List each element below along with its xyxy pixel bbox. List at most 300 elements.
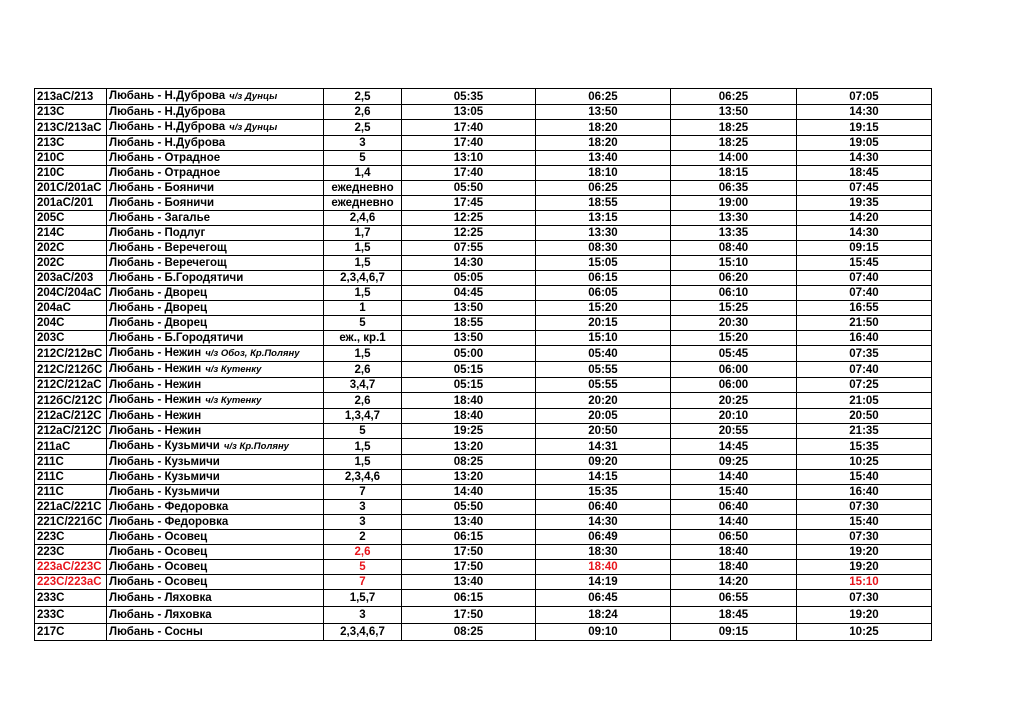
bus-schedule-table — [34, 88, 932, 641]
return-departure-time-cell: 20:10 — [671, 409, 797, 424]
days-cell: 2,5 — [324, 89, 402, 105]
direction-cell — [107, 424, 324, 439]
direction-text: Любань - Осовец — [109, 531, 208, 543]
via-note: ч/з Дунцы — [229, 91, 278, 102]
route-number-cell: 233С — [35, 590, 107, 607]
arrival-time-cell: 05:55 — [536, 362, 671, 378]
route-number-cell: 211С — [35, 470, 107, 485]
table-row — [35, 393, 932, 409]
arrival-time-cell: 18:55 — [536, 196, 671, 211]
days-cell: ежедневно — [324, 181, 402, 196]
direction-cell — [107, 331, 324, 346]
return-arrival-time-cell: 07:45 — [797, 181, 932, 196]
direction-text: Любань - Н.Дуброва — [109, 121, 226, 133]
table-row — [35, 590, 932, 607]
return-departure-time-cell: 19:00 — [671, 196, 797, 211]
direction-cell — [107, 211, 324, 226]
departure-time-cell: 17:40 — [402, 166, 536, 181]
departure-time-cell: 13:20 — [402, 439, 536, 455]
return-departure-time-cell: 06:20 — [671, 271, 797, 286]
departure-time-cell: 13:05 — [402, 105, 536, 120]
route-number-cell: 203аС/203 — [35, 271, 107, 286]
direction-cell — [107, 362, 324, 378]
direction-cell — [107, 166, 324, 181]
arrival-time-cell: 13:40 — [536, 151, 671, 166]
days-cell: 2,6 — [324, 393, 402, 409]
days-cell: 1,4 — [324, 166, 402, 181]
days-cell: 5 — [324, 560, 402, 575]
direction-text: Любань - Н.Дуброва — [109, 137, 226, 149]
arrival-time-cell: 15:10 — [536, 331, 671, 346]
return-departure-time-cell: 06:25 — [671, 89, 797, 105]
departure-time-cell: 05:50 — [402, 181, 536, 196]
return-arrival-time-cell: 07:25 — [797, 378, 932, 393]
return-arrival-time-cell: 19:35 — [797, 196, 932, 211]
table-row — [35, 166, 932, 181]
direction-text: Любань - Кузьмичи — [109, 456, 220, 468]
route-number-cell: 210С — [35, 151, 107, 166]
return-arrival-time-cell: 21:05 — [797, 393, 932, 409]
route-number-cell: 213аС/213 — [35, 89, 107, 105]
return-departure-time-cell: 15:40 — [671, 485, 797, 500]
return-arrival-time-cell: 10:25 — [797, 624, 932, 641]
days-cell: 3 — [324, 500, 402, 515]
days-cell: 1,5 — [324, 286, 402, 301]
return-arrival-time-cell: 14:30 — [797, 151, 932, 166]
departure-time-cell: 13:50 — [402, 301, 536, 316]
route-number-cell: 213С/213аС — [35, 120, 107, 136]
days-cell: 7 — [324, 485, 402, 500]
direction-cell — [107, 120, 324, 136]
via-note: ч/з Дунцы — [229, 122, 278, 133]
via-note: ч/з Кутенку — [205, 364, 262, 375]
days-cell: еж., кр.1 — [324, 331, 402, 346]
arrival-time-cell: 06:25 — [536, 89, 671, 105]
direction-cell — [107, 89, 324, 105]
return-arrival-time-cell: 07:30 — [797, 500, 932, 515]
departure-time-cell: 17:40 — [402, 136, 536, 151]
return-arrival-time-cell: 07:30 — [797, 530, 932, 545]
route-number-cell: 204С — [35, 316, 107, 331]
departure-time-cell: 05:35 — [402, 89, 536, 105]
direction-cell — [107, 136, 324, 151]
days-cell: 3,4,7 — [324, 378, 402, 393]
days-cell: 7 — [324, 575, 402, 590]
return-departure-time-cell: 06:55 — [671, 590, 797, 607]
return-departure-time-cell: 13:30 — [671, 211, 797, 226]
days-cell: 1,5 — [324, 241, 402, 256]
table-row — [35, 530, 932, 545]
direction-cell — [107, 409, 324, 424]
departure-time-cell: 17:40 — [402, 120, 536, 136]
direction-cell — [107, 575, 324, 590]
days-cell: 3 — [324, 515, 402, 530]
table-row — [35, 89, 932, 105]
direction-cell — [107, 485, 324, 500]
return-arrival-time-cell: 07:40 — [797, 362, 932, 378]
direction-text: Любань - Кузьмичи — [109, 440, 220, 452]
direction-text: Любань - Б.Городятичи — [109, 332, 244, 344]
arrival-time-cell: 14:30 — [536, 515, 671, 530]
table-row — [35, 136, 932, 151]
table-row — [35, 151, 932, 166]
arrival-time-cell: 14:19 — [536, 575, 671, 590]
days-cell: 1,3,4,7 — [324, 409, 402, 424]
direction-text: Любань - Веречегощ — [109, 257, 227, 269]
departure-time-cell: 05:15 — [402, 378, 536, 393]
route-number-cell: 211аС — [35, 439, 107, 455]
direction-cell — [107, 439, 324, 455]
arrival-time-cell: 13:30 — [536, 226, 671, 241]
departure-time-cell: 13:50 — [402, 331, 536, 346]
table-row — [35, 545, 932, 560]
direction-text: Любань - Веречегощ — [109, 242, 227, 254]
return-departure-time-cell: 15:20 — [671, 331, 797, 346]
return-arrival-time-cell: 19:20 — [797, 607, 932, 624]
arrival-time-cell: 06:15 — [536, 271, 671, 286]
direction-text: Любань - Сосны — [109, 626, 203, 638]
direction-cell — [107, 181, 324, 196]
route-number-cell: 223С — [35, 545, 107, 560]
direction-text: Любань - Кузьмичи — [109, 471, 220, 483]
route-number-cell: 204аС — [35, 301, 107, 316]
direction-text: Любань - Нежин — [109, 394, 202, 406]
days-cell: 1,5 — [324, 455, 402, 470]
days-cell: 2,3,4,6 — [324, 470, 402, 485]
arrival-time-cell: 09:20 — [536, 455, 671, 470]
route-number-cell: 203С — [35, 331, 107, 346]
return-arrival-time-cell: 09:15 — [797, 241, 932, 256]
table-row — [35, 196, 932, 211]
route-number-cell: 217С — [35, 624, 107, 641]
arrival-time-cell: 13:50 — [536, 105, 671, 120]
days-cell: 2,3,4,6,7 — [324, 271, 402, 286]
days-cell: 3 — [324, 607, 402, 624]
arrival-time-cell: 09:10 — [536, 624, 671, 641]
arrival-time-cell: 20:15 — [536, 316, 671, 331]
route-number-cell: 204С/204аС — [35, 286, 107, 301]
return-departure-time-cell: 20:30 — [671, 316, 797, 331]
direction-text: Любань - Осовец — [109, 561, 208, 573]
direction-cell — [107, 151, 324, 166]
return-departure-time-cell: 06:50 — [671, 530, 797, 545]
arrival-time-cell: 06:25 — [536, 181, 671, 196]
departure-time-cell: 12:25 — [402, 211, 536, 226]
table-row — [35, 515, 932, 530]
direction-text: Любань - Нежин — [109, 425, 202, 437]
direction-text: Любань - Бояничи — [109, 182, 215, 194]
return-arrival-time-cell: 07:40 — [797, 286, 932, 301]
return-arrival-time-cell: 07:30 — [797, 590, 932, 607]
departure-time-cell: 05:05 — [402, 271, 536, 286]
return-arrival-time-cell: 07:05 — [797, 89, 932, 105]
table-row — [35, 346, 932, 362]
return-arrival-time-cell: 15:35 — [797, 439, 932, 455]
return-arrival-time-cell: 20:50 — [797, 409, 932, 424]
direction-text: Любань - Федоровка — [109, 516, 229, 528]
table-row — [35, 271, 932, 286]
direction-text: Любань - Нежин — [109, 410, 202, 422]
table-row — [35, 362, 932, 378]
table-row — [35, 607, 932, 624]
direction-text: Любань - Осовец — [109, 546, 208, 558]
departure-time-cell: 17:45 — [402, 196, 536, 211]
route-number-cell: 213С — [35, 105, 107, 120]
return-arrival-time-cell: 07:40 — [797, 271, 932, 286]
departure-time-cell: 07:55 — [402, 241, 536, 256]
return-departure-time-cell: 18:40 — [671, 560, 797, 575]
table-row — [35, 409, 932, 424]
departure-time-cell: 14:30 — [402, 256, 536, 271]
route-number-cell: 223С/223аС — [35, 575, 107, 590]
departure-time-cell: 13:10 — [402, 151, 536, 166]
days-cell: 2,6 — [324, 545, 402, 560]
arrival-time-cell: 06:40 — [536, 500, 671, 515]
route-number-cell: 221аС/221С — [35, 500, 107, 515]
table-row — [35, 105, 932, 120]
direction-text: Любань - Нежин — [109, 363, 202, 375]
direction-cell — [107, 105, 324, 120]
direction-text: Любань - Дворец — [109, 317, 208, 329]
via-note: ч/з Обоз, Кр.Поляну — [205, 348, 300, 359]
departure-time-cell: 08:25 — [402, 455, 536, 470]
return-departure-time-cell: 15:25 — [671, 301, 797, 316]
return-arrival-time-cell: 15:40 — [797, 470, 932, 485]
route-number-cell: 221С/221бС — [35, 515, 107, 530]
arrival-time-cell: 08:30 — [536, 241, 671, 256]
table-row — [35, 575, 932, 590]
direction-text: Любань - Федоровка — [109, 501, 229, 513]
direction-cell — [107, 624, 324, 641]
departure-time-cell: 17:50 — [402, 560, 536, 575]
direction-cell — [107, 500, 324, 515]
departure-time-cell: 06:15 — [402, 530, 536, 545]
departure-time-cell: 13:40 — [402, 515, 536, 530]
table-row — [35, 256, 932, 271]
arrival-time-cell: 18:10 — [536, 166, 671, 181]
direction-text: Любань - Подлуг — [109, 227, 206, 239]
direction-cell — [107, 560, 324, 575]
direction-text: Любань - Н.Дуброва — [109, 106, 226, 118]
route-number-cell: 214С — [35, 226, 107, 241]
departure-time-cell: 17:50 — [402, 607, 536, 624]
table-row — [35, 485, 932, 500]
direction-text: Любань - Загалье — [109, 212, 211, 224]
direction-cell — [107, 455, 324, 470]
table-row — [35, 286, 932, 301]
direction-text: Любань - Кузьмичи — [109, 486, 220, 498]
departure-time-cell: 14:40 — [402, 485, 536, 500]
departure-time-cell: 13:40 — [402, 575, 536, 590]
table-row — [35, 120, 932, 136]
table-row — [35, 331, 932, 346]
return-departure-time-cell: 06:10 — [671, 286, 797, 301]
return-arrival-time-cell: 21:35 — [797, 424, 932, 439]
days-cell: ежедневно — [324, 196, 402, 211]
return-departure-time-cell: 13:35 — [671, 226, 797, 241]
arrival-time-cell: 20:20 — [536, 393, 671, 409]
return-departure-time-cell: 18:25 — [671, 120, 797, 136]
departure-time-cell: 18:40 — [402, 409, 536, 424]
return-arrival-time-cell: 10:25 — [797, 455, 932, 470]
direction-cell — [107, 393, 324, 409]
table-row — [35, 560, 932, 575]
arrival-time-cell: 20:50 — [536, 424, 671, 439]
table-row — [35, 439, 932, 455]
departure-time-cell: 17:50 — [402, 545, 536, 560]
direction-cell — [107, 301, 324, 316]
arrival-time-cell: 15:35 — [536, 485, 671, 500]
direction-text: Любань - Ляховка — [109, 592, 212, 604]
return-departure-time-cell: 18:40 — [671, 545, 797, 560]
arrival-time-cell: 18:24 — [536, 607, 671, 624]
days-cell: 1,5,7 — [324, 590, 402, 607]
arrival-time-cell: 06:45 — [536, 590, 671, 607]
direction-text: Любань - Отрадное — [109, 167, 221, 179]
schedule-rows — [35, 89, 932, 641]
direction-cell — [107, 515, 324, 530]
route-number-cell: 211С — [35, 455, 107, 470]
direction-cell — [107, 316, 324, 331]
route-number-cell: 205С — [35, 211, 107, 226]
return-arrival-time-cell: 16:40 — [797, 331, 932, 346]
return-departure-time-cell: 09:25 — [671, 455, 797, 470]
departure-time-cell: 06:15 — [402, 590, 536, 607]
route-number-cell: 212аС/212С — [35, 409, 107, 424]
days-cell: 3 — [324, 136, 402, 151]
arrival-time-cell: 13:15 — [536, 211, 671, 226]
direction-cell — [107, 470, 324, 485]
table-row — [35, 226, 932, 241]
table-row — [35, 424, 932, 439]
direction-text: Любань - Отрадное — [109, 152, 221, 164]
direction-cell — [107, 378, 324, 393]
return-arrival-time-cell: 15:10 — [797, 575, 932, 590]
arrival-time-cell: 14:31 — [536, 439, 671, 455]
route-number-cell: 202С — [35, 256, 107, 271]
days-cell: 2,3,4,6,7 — [324, 624, 402, 641]
return-arrival-time-cell: 14:20 — [797, 211, 932, 226]
direction-text: Любань - Н.Дуброва — [109, 90, 226, 102]
table-row — [35, 316, 932, 331]
route-number-cell: 201С/201аС — [35, 181, 107, 196]
direction-cell — [107, 256, 324, 271]
direction-cell — [107, 241, 324, 256]
route-number-cell: 212аС/212С — [35, 424, 107, 439]
return-departure-time-cell: 18:45 — [671, 607, 797, 624]
return-departure-time-cell: 20:55 — [671, 424, 797, 439]
return-arrival-time-cell: 19:15 — [797, 120, 932, 136]
via-note: ч/з Кр.Поляну — [223, 441, 289, 452]
arrival-time-cell: 15:05 — [536, 256, 671, 271]
days-cell: 2,6 — [324, 362, 402, 378]
days-cell: 2,4,6 — [324, 211, 402, 226]
days-cell: 1,5 — [324, 439, 402, 455]
direction-text: Любань - Ляховка — [109, 609, 212, 621]
return-arrival-time-cell: 21:50 — [797, 316, 932, 331]
direction-cell — [107, 590, 324, 607]
departure-time-cell: 12:25 — [402, 226, 536, 241]
days-cell: 5 — [324, 316, 402, 331]
table-row — [35, 455, 932, 470]
arrival-time-cell: 18:40 — [536, 560, 671, 575]
via-note: ч/з Кутенку — [205, 395, 262, 406]
return-departure-time-cell: 14:00 — [671, 151, 797, 166]
days-cell: 2 — [324, 530, 402, 545]
route-number-cell: 223аС/223С — [35, 560, 107, 575]
route-number-cell: 233С — [35, 607, 107, 624]
return-arrival-time-cell: 19:20 — [797, 545, 932, 560]
return-departure-time-cell: 13:50 — [671, 105, 797, 120]
table-row — [35, 624, 932, 641]
return-departure-time-cell: 14:45 — [671, 439, 797, 455]
table-row — [35, 301, 932, 316]
departure-time-cell: 04:45 — [402, 286, 536, 301]
direction-cell — [107, 530, 324, 545]
direction-text: Любань - Нежин — [109, 379, 202, 391]
departure-time-cell: 18:40 — [402, 393, 536, 409]
direction-cell — [107, 226, 324, 241]
table-row — [35, 470, 932, 485]
arrival-time-cell: 06:49 — [536, 530, 671, 545]
route-number-cell: 223С — [35, 530, 107, 545]
table-row — [35, 181, 932, 196]
days-cell: 5 — [324, 424, 402, 439]
direction-text: Любань - Дворец — [109, 302, 208, 314]
return-departure-time-cell: 14:40 — [671, 470, 797, 485]
table-row — [35, 378, 932, 393]
return-arrival-time-cell: 14:30 — [797, 226, 932, 241]
direction-text: Любань - Осовец — [109, 576, 208, 588]
arrival-time-cell: 18:20 — [536, 136, 671, 151]
departure-time-cell: 05:50 — [402, 500, 536, 515]
return-arrival-time-cell: 15:45 — [797, 256, 932, 271]
return-arrival-time-cell: 07:35 — [797, 346, 932, 362]
return-arrival-time-cell: 16:55 — [797, 301, 932, 316]
direction-text: Любань - Б.Городятичи — [109, 272, 244, 284]
table-row — [35, 211, 932, 226]
days-cell: 1,5 — [324, 256, 402, 271]
direction-text: Любань - Дворец — [109, 287, 208, 299]
route-number-cell: 201аС/201 — [35, 196, 107, 211]
table-row — [35, 500, 932, 515]
arrival-time-cell: 18:20 — [536, 120, 671, 136]
days-cell: 1,5 — [324, 346, 402, 362]
arrival-time-cell: 18:30 — [536, 545, 671, 560]
return-departure-time-cell: 06:00 — [671, 378, 797, 393]
direction-text: Любань - Нежин — [109, 347, 202, 359]
departure-time-cell: 19:25 — [402, 424, 536, 439]
direction-cell — [107, 346, 324, 362]
return-departure-time-cell: 14:40 — [671, 515, 797, 530]
return-arrival-time-cell: 19:20 — [797, 560, 932, 575]
days-cell: 2,6 — [324, 105, 402, 120]
arrival-time-cell: 15:20 — [536, 301, 671, 316]
direction-cell — [107, 196, 324, 211]
return-departure-time-cell: 05:45 — [671, 346, 797, 362]
route-number-cell: 212С/212аС — [35, 378, 107, 393]
direction-cell — [107, 545, 324, 560]
return-departure-time-cell: 18:15 — [671, 166, 797, 181]
route-number-cell: 212С/212вС — [35, 346, 107, 362]
route-number-cell: 211С — [35, 485, 107, 500]
return-departure-time-cell: 06:00 — [671, 362, 797, 378]
departure-time-cell: 13:20 — [402, 470, 536, 485]
arrival-time-cell: 05:40 — [536, 346, 671, 362]
return-departure-time-cell: 08:40 — [671, 241, 797, 256]
return-arrival-time-cell: 19:05 — [797, 136, 932, 151]
return-arrival-time-cell: 18:45 — [797, 166, 932, 181]
